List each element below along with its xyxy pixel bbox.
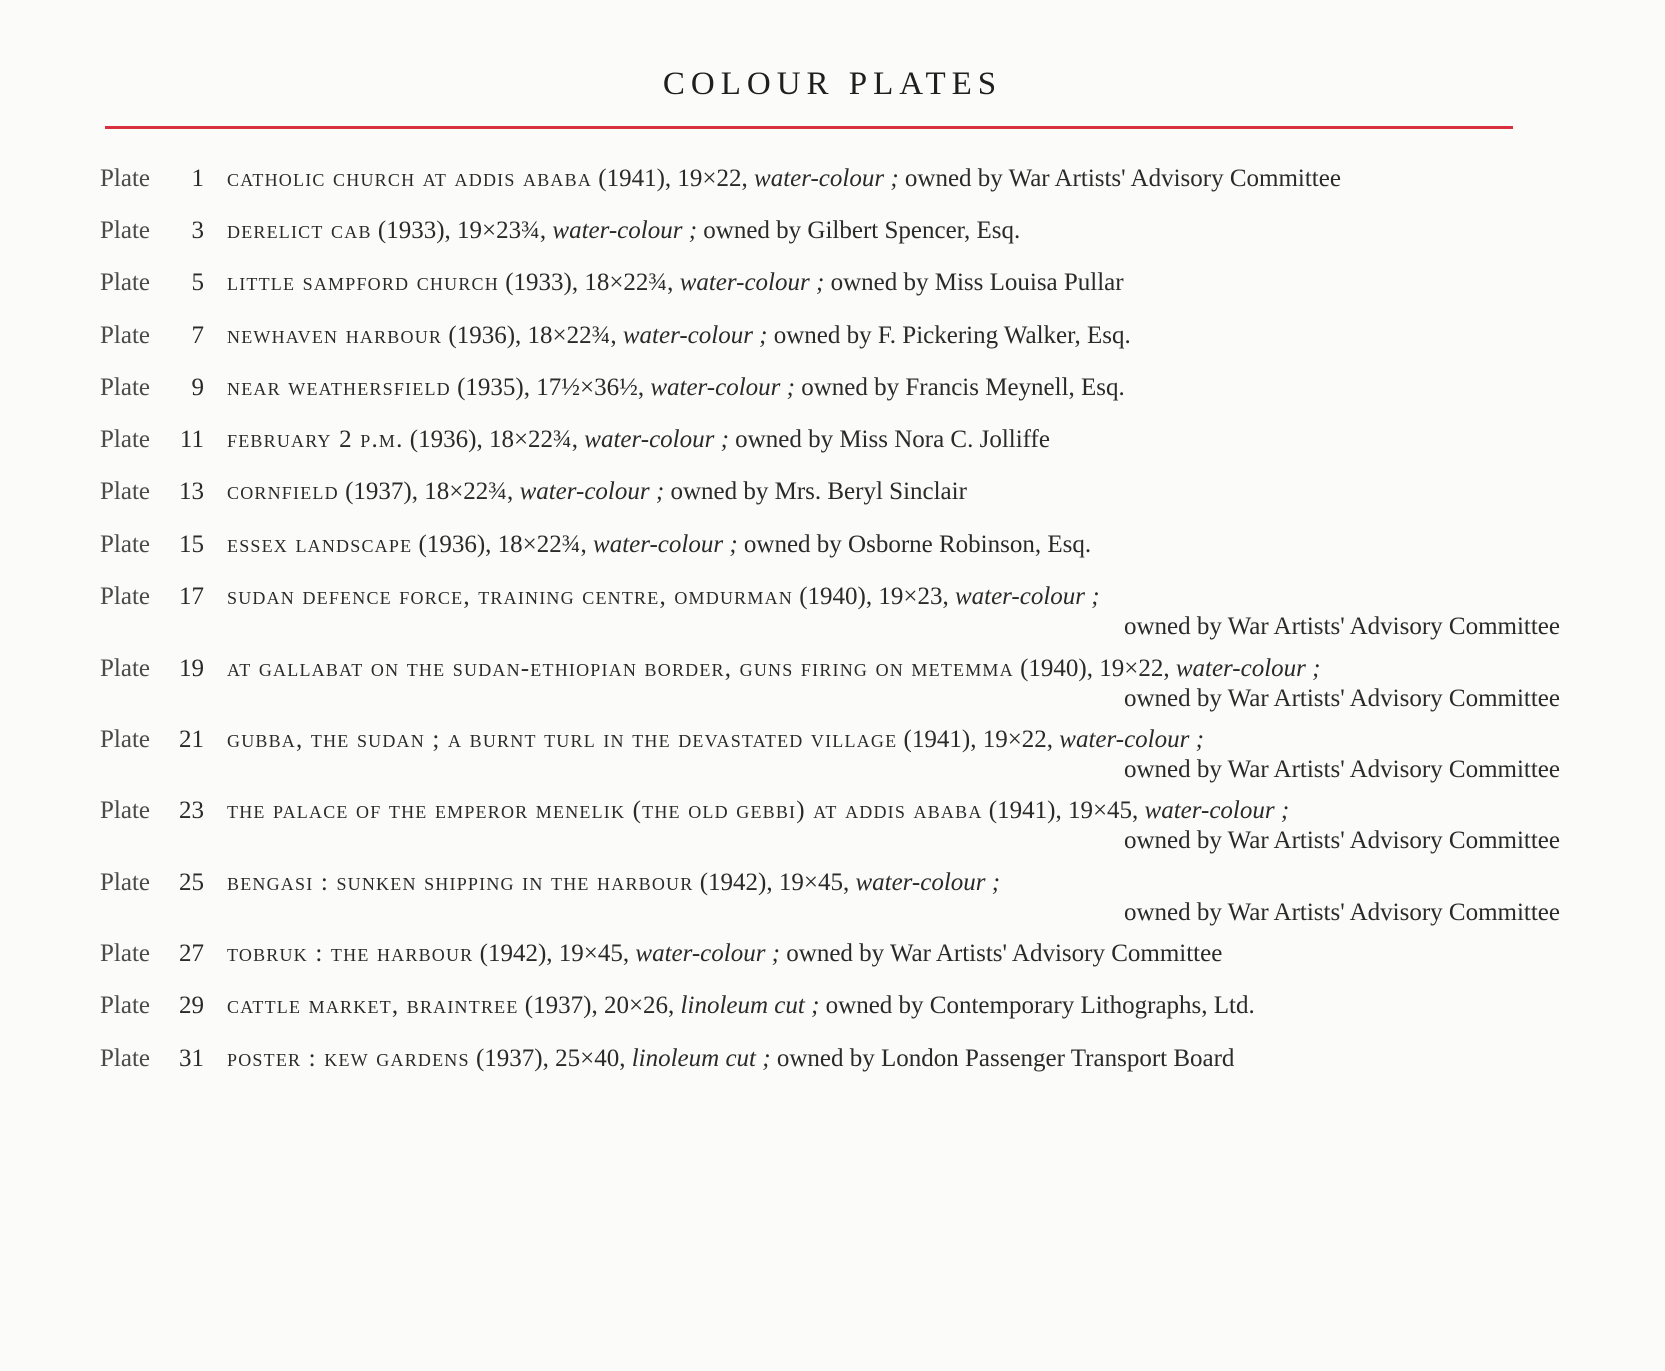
plate-word: Plate bbox=[100, 1045, 150, 1072]
plate-title: little sampford church bbox=[227, 269, 499, 296]
plate-word: Plate bbox=[100, 217, 150, 244]
plate-number: 27 bbox=[179, 940, 204, 967]
plate-number: 9 bbox=[191, 374, 204, 401]
plate-label bbox=[100, 164, 210, 194]
plate-label bbox=[100, 725, 210, 755]
plate-medium: water-colour ; bbox=[1144, 797, 1290, 824]
plate-medium: water-colour ; bbox=[519, 478, 665, 505]
plate-description bbox=[227, 939, 1560, 969]
plate-label bbox=[100, 321, 210, 351]
plate-medium: water-colour ; bbox=[754, 165, 899, 192]
plate-title: tobruk : the harbour bbox=[227, 940, 474, 967]
plate-owner: owned by Francis Meynell, Esq. bbox=[801, 374, 1125, 401]
plate-medium: water-colour ; bbox=[1059, 726, 1204, 753]
plate-details: (1933), 19×23¾, bbox=[371, 217, 553, 244]
plate-number: 17 bbox=[179, 583, 204, 610]
plate-label bbox=[100, 654, 210, 684]
plate-title: catholic church at addis ababa bbox=[227, 165, 593, 192]
plate-description bbox=[227, 725, 1560, 785]
plate-word: Plate bbox=[100, 869, 150, 896]
plate-number: 29 bbox=[179, 992, 204, 1019]
plate-number: 3 bbox=[191, 217, 204, 244]
plate-description bbox=[227, 425, 1560, 455]
plate-details: (1940), 19×22, bbox=[1013, 655, 1176, 682]
plate-medium: water-colour ; bbox=[855, 869, 1001, 896]
plate-label bbox=[100, 582, 210, 612]
plate-label bbox=[100, 268, 210, 298]
plate-details: (1933), 18×22¾, bbox=[498, 269, 680, 296]
plate-description bbox=[227, 373, 1560, 403]
plate-medium: linoleum cut ; bbox=[680, 992, 820, 1019]
plate-details: (1941), 19×45, bbox=[982, 797, 1145, 824]
plate-description bbox=[227, 268, 1560, 298]
plate-description bbox=[227, 321, 1560, 351]
plate-title: at gallabat on the sudan-ethiopian border, guns firing on metemma bbox=[227, 655, 1014, 682]
plate-title: poster : kew gardens bbox=[227, 1045, 470, 1072]
plate-title: newhaven harbour bbox=[227, 322, 443, 349]
plate-owner: owned by War Artists' Advisory Committee bbox=[1123, 827, 1560, 854]
plate-description bbox=[227, 1044, 1560, 1074]
plate-owner: owned by War Artists' Advisory Committee bbox=[1123, 613, 1560, 640]
plate-title: essex landscape bbox=[227, 531, 413, 558]
plate-medium: water-colour ; bbox=[552, 217, 698, 244]
plate-title: gubba, the sudan ; a burnt turl in the devastated village bbox=[227, 726, 898, 753]
plate-description bbox=[227, 654, 1560, 714]
plate-label bbox=[100, 425, 210, 455]
plate-owner: owned by War Artists' Advisory Committee bbox=[904, 165, 1341, 192]
plate-owner: owned by Osborne Robinson, Esq. bbox=[743, 531, 1092, 558]
plate-label bbox=[100, 939, 210, 969]
plate-title: cornfield bbox=[227, 478, 339, 505]
plate-medium: water-colour ; bbox=[679, 269, 825, 296]
plate-number: 5 bbox=[191, 269, 204, 296]
plate-details: (1941), 19×22, bbox=[897, 726, 1060, 753]
plate-word: Plate bbox=[100, 992, 150, 1019]
plate-title: near weathersfield bbox=[227, 374, 451, 401]
plate-label bbox=[100, 991, 210, 1021]
plate-word: Plate bbox=[100, 322, 150, 349]
plate-medium: water-colour ; bbox=[622, 322, 768, 349]
plate-owner: owned by War Artists' Advisory Committee bbox=[1123, 685, 1560, 712]
plate-medium: water-colour ; bbox=[1175, 655, 1321, 682]
plate-number: 11 bbox=[179, 426, 204, 453]
plate-description bbox=[227, 991, 1560, 1021]
plate-label bbox=[100, 1044, 210, 1074]
plate-details: (1942), 19×45, bbox=[473, 940, 636, 967]
plate-description bbox=[227, 582, 1560, 642]
red-rule-divider bbox=[105, 126, 1513, 129]
plate-number: 23 bbox=[179, 797, 204, 824]
plate-title: bengasi : sunken shipping in the harbour bbox=[227, 869, 694, 896]
plate-medium: water-colour ; bbox=[635, 940, 781, 967]
plate-word: Plate bbox=[100, 797, 150, 824]
plate-label bbox=[100, 796, 210, 826]
plate-details: (1940), 19×23, bbox=[792, 583, 955, 610]
plate-label bbox=[100, 530, 210, 560]
plate-number: 21 bbox=[179, 726, 204, 753]
plate-owner: owned by War Artists' Advisory Committee bbox=[786, 940, 1223, 967]
plate-medium: linoleum cut ; bbox=[631, 1045, 771, 1072]
page-title: COLOUR PLATES bbox=[662, 66, 1003, 102]
plate-owner: owned by Mrs. Beryl Sinclair bbox=[670, 478, 967, 505]
plate-owner: owned by Miss Louisa Pullar bbox=[830, 269, 1124, 296]
plate-details: (1937), 25×40, bbox=[469, 1045, 632, 1072]
plate-description bbox=[227, 868, 1560, 928]
plate-details: (1936), 18×22¾, bbox=[442, 322, 623, 349]
plate-number: 1 bbox=[191, 165, 204, 192]
plate-owner: owned by F. Pickering Walker, Esq. bbox=[773, 322, 1131, 349]
plate-details: (1936), 18×22¾, bbox=[412, 531, 594, 558]
plate-description bbox=[227, 477, 1560, 507]
plate-owner: owned by War Artists' Advisory Committee bbox=[1123, 756, 1560, 783]
plate-word: Plate bbox=[100, 374, 150, 401]
plate-word: Plate bbox=[100, 165, 150, 192]
plate-details: (1937), 20×26, bbox=[518, 992, 681, 1019]
plate-number: 19 bbox=[179, 655, 204, 682]
plate-word: Plate bbox=[100, 940, 150, 967]
plate-word: Plate bbox=[100, 269, 150, 296]
plate-description bbox=[227, 530, 1560, 560]
plate-number: 31 bbox=[179, 1045, 204, 1072]
plate-medium: water-colour ; bbox=[593, 531, 738, 558]
plate-word: Plate bbox=[100, 478, 150, 505]
plate-details: (1941), 19×22, bbox=[592, 165, 755, 192]
plate-details: (1937), 18×22¾, bbox=[338, 478, 520, 505]
plate-title: cattle market, braintree bbox=[227, 992, 519, 1019]
plate-number: 13 bbox=[179, 478, 204, 505]
plate-owner: owned by Gilbert Spencer, Esq. bbox=[703, 217, 1021, 244]
plate-word: Plate bbox=[100, 426, 150, 453]
plate-label bbox=[100, 868, 210, 898]
plate-word: Plate bbox=[100, 583, 150, 610]
plate-description bbox=[227, 796, 1560, 856]
plate-medium: water-colour ; bbox=[954, 583, 1100, 610]
plate-title: the palace of the emperor menelik (the old gebbi) at addis ababa bbox=[227, 797, 983, 824]
plate-owner: owned by Contemporary Lithographs, Ltd. bbox=[825, 992, 1255, 1019]
plate-details: (1936), 18×22¾, bbox=[403, 426, 585, 453]
plate-owner: owned by Miss Nora C. Jolliffe bbox=[735, 426, 1050, 453]
plate-description bbox=[227, 216, 1560, 246]
plate-title: sudan defence force, training centre, omdurman bbox=[227, 583, 793, 610]
plate-medium: water-colour ; bbox=[650, 374, 795, 401]
plate-number: 15 bbox=[179, 531, 204, 558]
plate-details: (1942), 19×45, bbox=[693, 869, 856, 896]
plate-medium: water-colour ; bbox=[584, 426, 729, 453]
plate-title: february 2 p.m. bbox=[227, 426, 404, 453]
plate-label bbox=[100, 216, 210, 246]
plate-owner: owned by London Passenger Transport Board bbox=[776, 1045, 1235, 1072]
plate-word: Plate bbox=[100, 655, 150, 682]
plate-word: Plate bbox=[100, 531, 150, 558]
plate-title: derelict cab bbox=[227, 217, 372, 244]
plate-details: (1935), 17½×36½, bbox=[450, 374, 651, 401]
plate-owner: owned by War Artists' Advisory Committee bbox=[1123, 899, 1560, 926]
plate-number: 25 bbox=[179, 869, 204, 896]
plate-label bbox=[100, 373, 210, 403]
plate-number: 7 bbox=[191, 322, 204, 349]
plate-label bbox=[100, 477, 210, 507]
plate-word: Plate bbox=[100, 726, 150, 753]
plate-description bbox=[227, 164, 1560, 194]
